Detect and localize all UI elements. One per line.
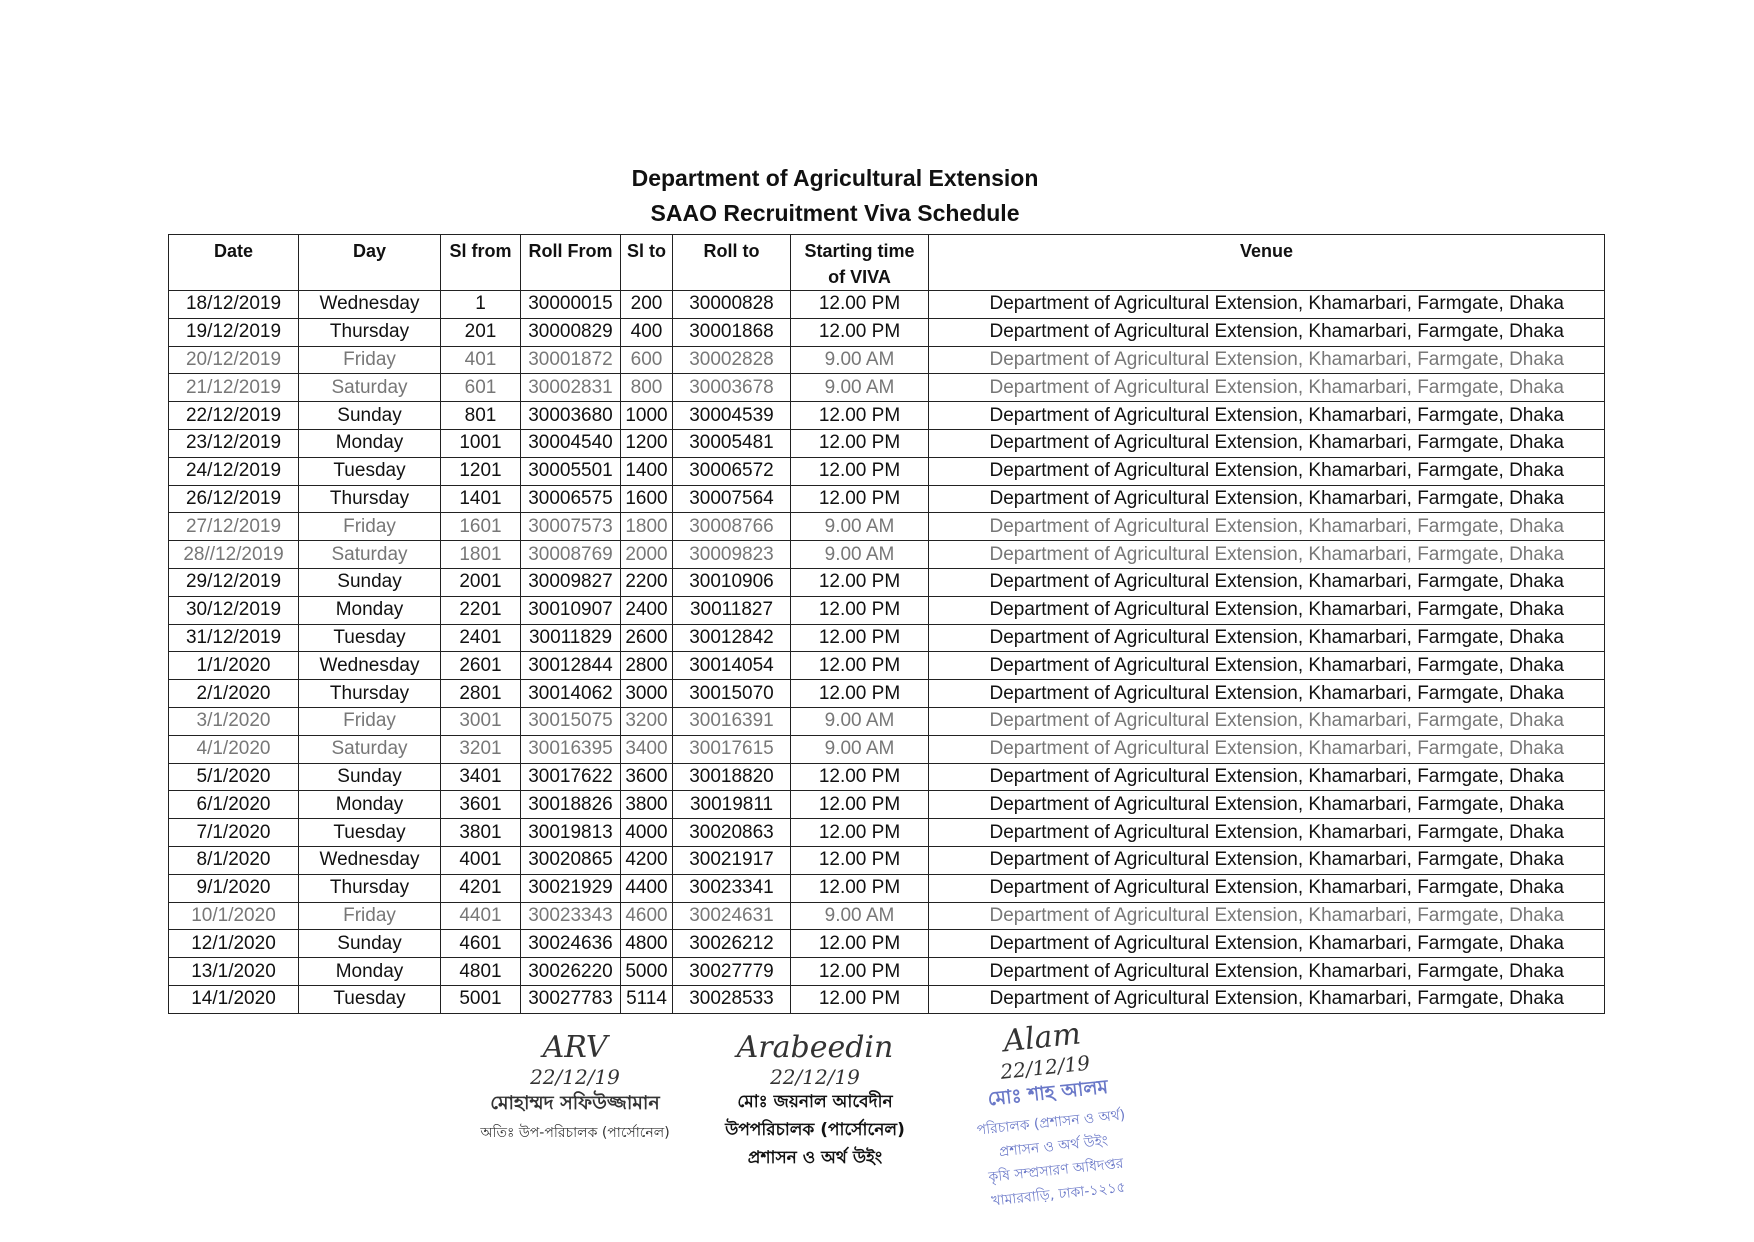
handwritten-signature-3: Alam	[1001, 1016, 1083, 1060]
signature-date-2: 22/12/19	[770, 1065, 860, 1089]
cell-date: 28//12/2019	[169, 541, 299, 569]
signature-block-1	[450, 1030, 700, 1145]
cell-venue: Department of Agricultural Extension, Khamarbari, Farmgate, Dhaka	[929, 902, 1605, 930]
cell-roll-to: 30012842	[673, 624, 791, 652]
cell-day: Wednesday	[299, 846, 441, 874]
cell-venue: Department of Agricultural Extension, Khamarbari, Farmgate, Dhaka	[929, 457, 1605, 485]
cell-sl-to: 3600	[621, 763, 673, 791]
cell-starting-time: 12.00 PM	[791, 402, 929, 430]
cell-venue: Department of Agricultural Extension, Khamarbari, Farmgate, Dhaka	[929, 958, 1605, 986]
cell-roll-to: 30016391	[673, 707, 791, 735]
cell-sl-to: 2400	[621, 596, 673, 624]
cell-sl-to: 4600	[621, 902, 673, 930]
cell-sl-to: 800	[621, 374, 673, 402]
cell-date: 30/12/2019	[169, 596, 299, 624]
cell-roll-to: 30009823	[673, 541, 791, 569]
signatory-name-3: মোঃ শাহ আলম	[986, 1075, 1110, 1111]
cell-roll-from: 30018826	[521, 791, 621, 819]
cell-venue: Department of Agricultural Extension, Khamarbari, Farmgate, Dhaka	[929, 791, 1605, 819]
cell-sl-from: 1401	[441, 485, 521, 513]
cell-date: 7/1/2020	[169, 819, 299, 847]
cell-starting-time: 9.00 AM	[791, 374, 929, 402]
cell-venue: Department of Agricultural Extension, Khamarbari, Farmgate, Dhaka	[929, 846, 1605, 874]
cell-day: Monday	[299, 958, 441, 986]
cell-sl-from: 401	[441, 346, 521, 374]
cell-starting-time: 9.00 AM	[791, 513, 929, 541]
cell-roll-to: 30011827	[673, 596, 791, 624]
cell-day: Sunday	[299, 568, 441, 596]
cell-sl-from: 3801	[441, 819, 521, 847]
cell-sl-to: 200	[621, 291, 673, 319]
cell-sl-to: 1800	[621, 513, 673, 541]
cell-sl-to: 3200	[621, 707, 673, 735]
column-header-sl-to: Sl to	[621, 235, 673, 291]
cell-day: Wednesday	[299, 291, 441, 319]
table-row	[169, 902, 1605, 930]
cell-date: 5/1/2020	[169, 763, 299, 791]
cell-roll-from: 30006575	[521, 485, 621, 513]
cell-roll-from: 30019813	[521, 819, 621, 847]
table-row	[169, 318, 1605, 346]
signatory-wing-2: প্রশাসন ও অর্থ উইং	[747, 1148, 883, 1168]
cell-roll-from: 30003680	[521, 402, 621, 430]
table-row	[169, 291, 1605, 319]
table-row	[169, 985, 1605, 1013]
cell-roll-from: 30007573	[521, 513, 621, 541]
cell-day: Friday	[299, 513, 441, 541]
cell-sl-to: 4000	[621, 819, 673, 847]
cell-roll-from: 30009827	[521, 568, 621, 596]
cell-roll-from: 30001872	[521, 346, 621, 374]
cell-roll-from: 30010907	[521, 596, 621, 624]
cell-sl-to: 3400	[621, 735, 673, 763]
cell-starting-time: 9.00 AM	[791, 346, 929, 374]
cell-venue: Department of Agricultural Extension, Khamarbari, Farmgate, Dhaka	[929, 624, 1605, 652]
cell-roll-to: 30028533	[673, 985, 791, 1013]
cell-roll-from: 30020865	[521, 846, 621, 874]
table-row	[169, 374, 1605, 402]
cell-date: 14/1/2020	[169, 985, 299, 1013]
cell-starting-time: 12.00 PM	[791, 291, 929, 319]
cell-sl-from: 801	[441, 402, 521, 430]
cell-roll-from: 30027783	[521, 985, 621, 1013]
signatory-wing-3: প্রশাসন ও অর্থ উইং	[998, 1133, 1109, 1161]
cell-date: 6/1/2020	[169, 791, 299, 819]
signature-block-2	[690, 1030, 940, 1173]
cell-roll-to: 30006572	[673, 457, 791, 485]
table-row	[169, 680, 1605, 708]
cell-sl-to: 2600	[621, 624, 673, 652]
cell-sl-from: 5001	[441, 985, 521, 1013]
cell-venue: Department of Agricultural Extension, Khamarbari, Farmgate, Dhaka	[929, 735, 1605, 763]
cell-roll-to: 30014054	[673, 652, 791, 680]
cell-sl-from: 2401	[441, 624, 521, 652]
table-header-row	[169, 235, 1605, 291]
signatory-address-3: খামারবাড়ি, ঢাকা-১২১৫	[990, 1179, 1127, 1210]
cell-roll-to: 30026212	[673, 930, 791, 958]
cell-starting-time: 12.00 PM	[791, 457, 929, 485]
cell-day: Friday	[299, 346, 441, 374]
cell-starting-time: 12.00 PM	[791, 985, 929, 1013]
cell-roll-to: 30027779	[673, 958, 791, 986]
cell-sl-to: 1400	[621, 457, 673, 485]
cell-date: 22/12/2019	[169, 402, 299, 430]
column-header-day: Day	[299, 235, 441, 291]
cell-day: Tuesday	[299, 985, 441, 1013]
cell-starting-time: 12.00 PM	[791, 485, 929, 513]
cell-sl-from: 3601	[441, 791, 521, 819]
table-row	[169, 819, 1605, 847]
cell-day: Saturday	[299, 374, 441, 402]
cell-date: 19/12/2019	[169, 318, 299, 346]
cell-roll-from: 30016395	[521, 735, 621, 763]
cell-day: Thursday	[299, 680, 441, 708]
cell-roll-to: 30023341	[673, 874, 791, 902]
cell-venue: Department of Agricultural Extension, Khamarbari, Farmgate, Dhaka	[929, 985, 1605, 1013]
cell-date: 10/1/2020	[169, 902, 299, 930]
cell-day: Saturday	[299, 735, 441, 763]
cell-roll-to: 30005481	[673, 429, 791, 457]
signature-date-3: 22/12/19	[999, 1050, 1092, 1084]
cell-date: 9/1/2020	[169, 874, 299, 902]
table-row	[169, 568, 1605, 596]
table-row	[169, 429, 1605, 457]
cell-starting-time: 12.00 PM	[791, 318, 929, 346]
table-row	[169, 874, 1605, 902]
cell-day: Tuesday	[299, 457, 441, 485]
cell-starting-time: 12.00 PM	[791, 791, 929, 819]
table-row	[169, 457, 1605, 485]
cell-roll-from: 30015075	[521, 707, 621, 735]
cell-venue: Department of Agricultural Extension, Khamarbari, Farmgate, Dhaka	[929, 346, 1605, 374]
signatory-designation-2: উপপরিচালক (পার্সোনেল)	[725, 1120, 905, 1140]
cell-sl-to: 5114	[621, 985, 673, 1013]
handwritten-signature-1: ARV	[542, 1030, 608, 1065]
page-subtitle: SAAO Recruitment Viva Schedule	[650, 200, 1020, 226]
cell-starting-time: 12.00 PM	[791, 624, 929, 652]
cell-date: 18/12/2019	[169, 291, 299, 319]
cell-date: 12/1/2020	[169, 930, 299, 958]
cell-starting-time: 12.00 PM	[791, 819, 929, 847]
column-header-roll-from: Roll From	[521, 235, 621, 291]
cell-sl-from: 4201	[441, 874, 521, 902]
cell-sl-from: 4401	[441, 902, 521, 930]
cell-roll-to: 30008766	[673, 513, 791, 541]
cell-roll-from: 30008769	[521, 541, 621, 569]
table-row	[169, 930, 1605, 958]
cell-venue: Department of Agricultural Extension, Khamarbari, Farmgate, Dhaka	[929, 930, 1605, 958]
cell-date: 31/12/2019	[169, 624, 299, 652]
cell-roll-from: 30000015	[521, 291, 621, 319]
table-row	[169, 763, 1605, 791]
cell-day: Thursday	[299, 318, 441, 346]
cell-starting-time: 12.00 PM	[791, 846, 929, 874]
cell-roll-from: 30004540	[521, 429, 621, 457]
table-row	[169, 735, 1605, 763]
cell-venue: Department of Agricultural Extension, Khamarbari, Farmgate, Dhaka	[929, 485, 1605, 513]
cell-roll-from: 30005501	[521, 457, 621, 485]
column-header-sl-from: Sl from	[441, 235, 521, 291]
cell-venue: Department of Agricultural Extension, Khamarbari, Farmgate, Dhaka	[929, 429, 1605, 457]
cell-roll-from: 30002831	[521, 374, 621, 402]
cell-sl-from: 1201	[441, 457, 521, 485]
cell-date: 13/1/2020	[169, 958, 299, 986]
cell-roll-to: 30004539	[673, 402, 791, 430]
cell-roll-to: 30020863	[673, 819, 791, 847]
cell-day: Sunday	[299, 763, 441, 791]
cell-starting-time: 9.00 AM	[791, 707, 929, 735]
cell-sl-from: 1801	[441, 541, 521, 569]
cell-day: Tuesday	[299, 624, 441, 652]
cell-sl-to: 4200	[621, 846, 673, 874]
cell-sl-from: 4001	[441, 846, 521, 874]
column-header-starting-time: Starting time of VIVA	[791, 235, 929, 291]
cell-day: Monday	[299, 791, 441, 819]
cell-day: Sunday	[299, 930, 441, 958]
cell-starting-time: 12.00 PM	[791, 652, 929, 680]
signatory-designation-1: অতিঃ উপ-পরিচালক (পার্সোনেল)	[480, 1125, 670, 1141]
cell-roll-from: 30023343	[521, 902, 621, 930]
cell-roll-to: 30024631	[673, 902, 791, 930]
cell-sl-from: 4801	[441, 958, 521, 986]
cell-sl-from: 201	[441, 318, 521, 346]
cell-date: 20/12/2019	[169, 346, 299, 374]
cell-venue: Department of Agricultural Extension, Khamarbari, Farmgate, Dhaka	[929, 568, 1605, 596]
table-row	[169, 791, 1605, 819]
table-row	[169, 541, 1605, 569]
cell-date: 21/12/2019	[169, 374, 299, 402]
cell-venue: Department of Agricultural Extension, Khamarbari, Farmgate, Dhaka	[929, 652, 1605, 680]
cell-venue: Department of Agricultural Extension, Khamarbari, Farmgate, Dhaka	[929, 402, 1605, 430]
cell-venue: Department of Agricultural Extension, Khamarbari, Farmgate, Dhaka	[929, 819, 1605, 847]
cell-sl-to: 400	[621, 318, 673, 346]
cell-roll-from: 30024636	[521, 930, 621, 958]
cell-roll-to: 30007564	[673, 485, 791, 513]
cell-venue: Department of Agricultural Extension, Khamarbari, Farmgate, Dhaka	[929, 680, 1605, 708]
cell-sl-from: 1	[441, 291, 521, 319]
page-title: Department of Agricultural Extension	[631, 165, 1039, 191]
table-row	[169, 846, 1605, 874]
column-header-roll-to: Roll to	[673, 235, 791, 291]
cell-roll-to: 30001868	[673, 318, 791, 346]
cell-starting-time: 12.00 PM	[791, 596, 929, 624]
cell-venue: Department of Agricultural Extension, Khamarbari, Farmgate, Dhaka	[929, 513, 1605, 541]
cell-starting-time: 12.00 PM	[791, 568, 929, 596]
cell-venue: Department of Agricultural Extension, Khamarbari, Farmgate, Dhaka	[929, 541, 1605, 569]
table-row	[169, 707, 1605, 735]
cell-roll-from: 30014062	[521, 680, 621, 708]
cell-sl-to: 2200	[621, 568, 673, 596]
cell-date: 4/1/2020	[169, 735, 299, 763]
cell-sl-from: 4601	[441, 930, 521, 958]
cell-day: Wednesday	[299, 652, 441, 680]
cell-venue: Department of Agricultural Extension, Khamarbari, Farmgate, Dhaka	[929, 874, 1605, 902]
cell-roll-to: 30015070	[673, 680, 791, 708]
cell-sl-to: 4400	[621, 874, 673, 902]
cell-venue: Department of Agricultural Extension, Khamarbari, Farmgate, Dhaka	[929, 374, 1605, 402]
cell-sl-to: 4800	[621, 930, 673, 958]
official-stamp	[911, 1007, 1189, 1220]
cell-sl-from: 2601	[441, 652, 521, 680]
signatory-designation-3: পরিচালক (প্রশাসন ও অর্থ)	[975, 1107, 1127, 1139]
cell-date: 27/12/2019	[169, 513, 299, 541]
cell-sl-from: 1001	[441, 429, 521, 457]
table-row	[169, 513, 1605, 541]
cell-roll-from: 30026220	[521, 958, 621, 986]
cell-venue: Department of Agricultural Extension, Khamarbari, Farmgate, Dhaka	[929, 318, 1605, 346]
cell-venue: Department of Agricultural Extension, Khamarbari, Farmgate, Dhaka	[929, 291, 1605, 319]
cell-sl-from: 3201	[441, 735, 521, 763]
cell-day: Friday	[299, 902, 441, 930]
cell-sl-from: 3001	[441, 707, 521, 735]
cell-date: 3/1/2020	[169, 707, 299, 735]
cell-date: 26/12/2019	[169, 485, 299, 513]
cell-sl-to: 5000	[621, 958, 673, 986]
cell-roll-to: 30000828	[673, 291, 791, 319]
cell-day: Tuesday	[299, 819, 441, 847]
table-row	[169, 958, 1605, 986]
cell-sl-from: 601	[441, 374, 521, 402]
table-row	[169, 402, 1605, 430]
cell-roll-from: 30021929	[521, 874, 621, 902]
cell-roll-to: 30010906	[673, 568, 791, 596]
table-row	[169, 485, 1605, 513]
signatory-name-1: মোহাম্মদ সফিউজ্জামান	[490, 1092, 660, 1114]
signature-date-1: 22/12/19	[530, 1065, 620, 1089]
cell-starting-time: 12.00 PM	[791, 680, 929, 708]
cell-day: Thursday	[299, 485, 441, 513]
cell-day: Saturday	[299, 541, 441, 569]
cell-sl-to: 600	[621, 346, 673, 374]
cell-starting-time: 12.00 PM	[791, 429, 929, 457]
cell-starting-time: 9.00 AM	[791, 541, 929, 569]
cell-roll-from: 30017622	[521, 763, 621, 791]
cell-venue: Department of Agricultural Extension, Khamarbari, Farmgate, Dhaka	[929, 763, 1605, 791]
cell-day: Friday	[299, 707, 441, 735]
cell-sl-to: 1200	[621, 429, 673, 457]
signatory-department-3: কৃষি সম্প্রসারণ অধিদপ্তর	[987, 1155, 1125, 1186]
cell-roll-from: 30000829	[521, 318, 621, 346]
table-row	[169, 624, 1605, 652]
viva-schedule-table	[168, 234, 1605, 1014]
column-header-venue: Venue	[929, 235, 1605, 291]
cell-sl-from: 3401	[441, 763, 521, 791]
cell-date: 23/12/2019	[169, 429, 299, 457]
cell-venue: Department of Agricultural Extension, Khamarbari, Farmgate, Dhaka	[929, 707, 1605, 735]
cell-sl-from: 2801	[441, 680, 521, 708]
table-row	[169, 346, 1605, 374]
cell-starting-time: 12.00 PM	[791, 874, 929, 902]
cell-sl-from: 1601	[441, 513, 521, 541]
cell-sl-to: 2800	[621, 652, 673, 680]
cell-day: Monday	[299, 596, 441, 624]
cell-date: 1/1/2020	[169, 652, 299, 680]
cell-venue: Department of Agricultural Extension, Khamarbari, Farmgate, Dhaka	[929, 596, 1605, 624]
cell-roll-to: 30002828	[673, 346, 791, 374]
cell-sl-from: 2001	[441, 568, 521, 596]
cell-date: 24/12/2019	[169, 457, 299, 485]
cell-sl-from: 2201	[441, 596, 521, 624]
cell-sl-to: 2000	[621, 541, 673, 569]
column-header-date: Date	[169, 235, 299, 291]
cell-date: 29/12/2019	[169, 568, 299, 596]
signatory-name-2: মোঃ জয়নাল আবেদীন	[737, 1092, 893, 1112]
cell-roll-from: 30011829	[521, 624, 621, 652]
table-row	[169, 652, 1605, 680]
cell-sl-to: 1600	[621, 485, 673, 513]
handwritten-signature-2: Arabeedin	[736, 1030, 894, 1065]
cell-day: Thursday	[299, 874, 441, 902]
table-row	[169, 596, 1605, 624]
cell-date: 2/1/2020	[169, 680, 299, 708]
cell-roll-to: 30003678	[673, 374, 791, 402]
cell-roll-from: 30012844	[521, 652, 621, 680]
cell-day: Monday	[299, 429, 441, 457]
cell-starting-time: 12.00 PM	[791, 763, 929, 791]
cell-roll-to: 30017615	[673, 735, 791, 763]
cell-roll-to: 30018820	[673, 763, 791, 791]
cell-sl-to: 3800	[621, 791, 673, 819]
cell-day: Sunday	[299, 402, 441, 430]
cell-roll-to: 30019811	[673, 791, 791, 819]
cell-starting-time: 12.00 PM	[791, 930, 929, 958]
cell-starting-time: 9.00 AM	[791, 735, 929, 763]
cell-roll-to: 30021917	[673, 846, 791, 874]
cell-sl-to: 1000	[621, 402, 673, 430]
cell-starting-time: 12.00 PM	[791, 958, 929, 986]
table-body	[169, 291, 1605, 1014]
cell-starting-time: 9.00 AM	[791, 902, 929, 930]
cell-sl-to: 3000	[621, 680, 673, 708]
cell-date: 8/1/2020	[169, 846, 299, 874]
